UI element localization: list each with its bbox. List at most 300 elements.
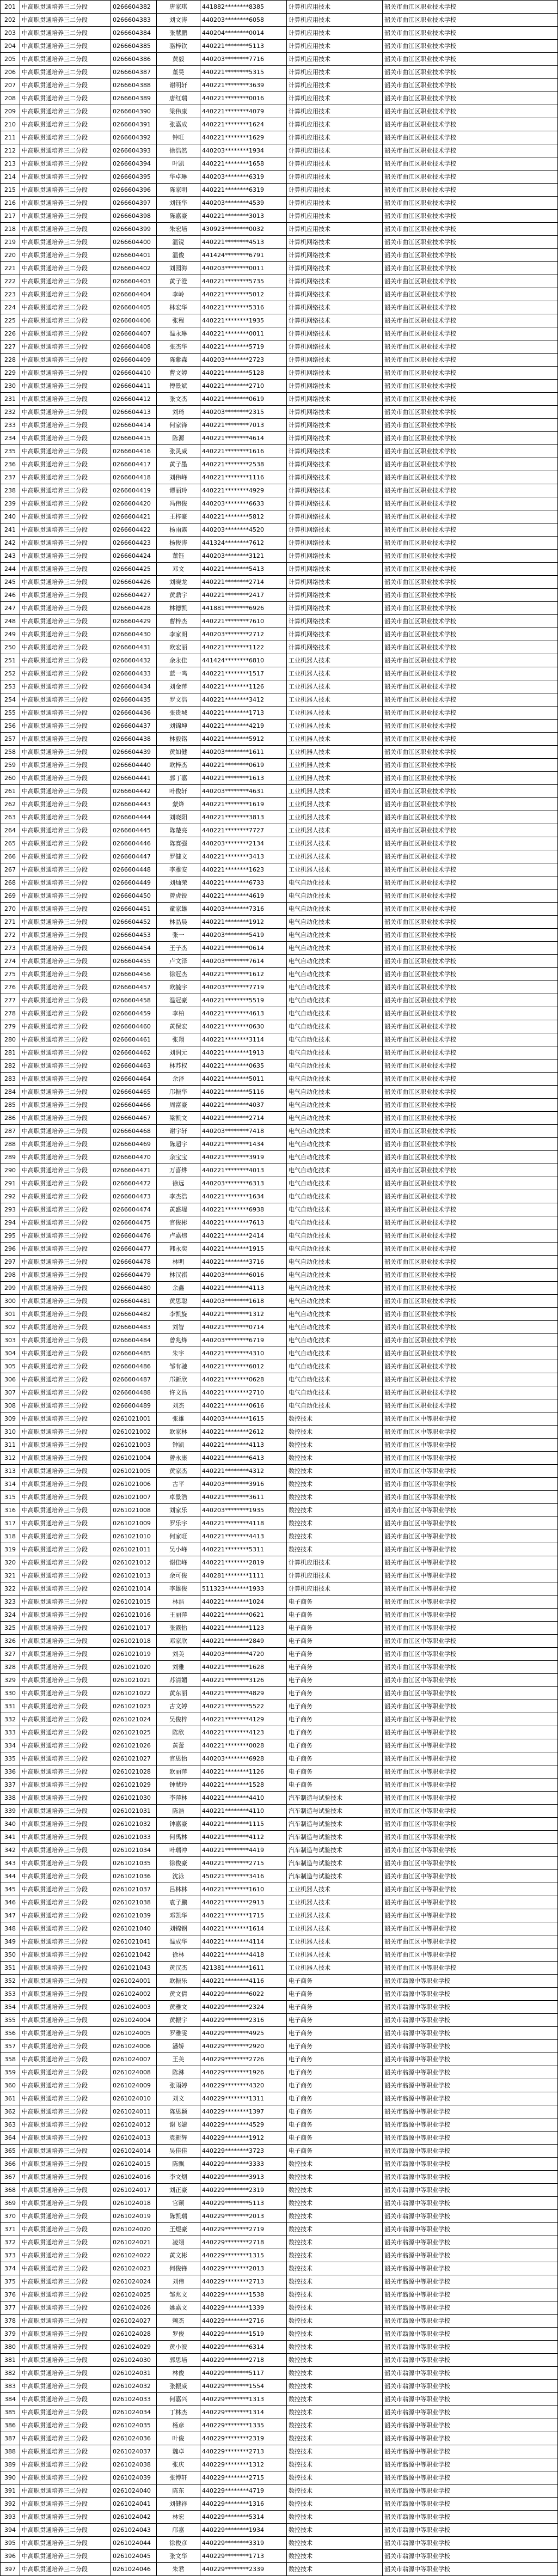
major-cell: 数控技术 bbox=[287, 2484, 383, 2498]
student-name-cell: 徐冠杰 bbox=[157, 968, 200, 981]
school-cell: 韶关市曲江区职业技术学校 bbox=[383, 223, 558, 236]
major-cell: 数控技术 bbox=[287, 2537, 383, 2550]
exam-id-cell: 0266604456 bbox=[111, 968, 157, 981]
group-cell: 中高职贯通培养三二分段 bbox=[20, 1033, 111, 1046]
student-name-cell: 张杰华 bbox=[157, 340, 200, 354]
exam-id-cell: 0261024015 bbox=[111, 2158, 157, 2171]
exam-id-cell: 0261024031 bbox=[111, 2367, 157, 2380]
id-card-cell: 440229********1313 bbox=[200, 2393, 287, 2406]
id-card-cell: 440221********5519 bbox=[200, 994, 287, 1007]
id-card-cell: 440203********2134 bbox=[200, 837, 287, 850]
major-cell: 电气自动化技术 bbox=[287, 890, 383, 903]
exam-id-cell: 0261021001 bbox=[111, 1412, 157, 1426]
seq-cell: 352 bbox=[1, 1975, 20, 1988]
group-cell: 中高职贯通培养三二分段 bbox=[20, 79, 111, 92]
id-card-cell: 440203********6016 bbox=[200, 1269, 287, 1282]
school-cell: 韶关市曲江区中等职业学校 bbox=[383, 1909, 558, 1922]
exam-id-cell: 0261024021 bbox=[111, 2236, 157, 2249]
major-cell: 数控技术 bbox=[287, 2354, 383, 2367]
student-name-cell: 刘家乐 bbox=[157, 1504, 200, 1517]
exam-id-cell: 0261024033 bbox=[111, 2393, 157, 2406]
table-row bbox=[1, 2262, 558, 2275]
id-card-cell: 440221********5113 bbox=[200, 40, 287, 53]
exam-id-cell: 0261024026 bbox=[111, 2301, 157, 2315]
table-row bbox=[1, 1792, 558, 1805]
student-name-cell: 刘锦坤 bbox=[157, 720, 200, 733]
table-row bbox=[1, 1805, 558, 1818]
id-card-cell: 440203********6633 bbox=[200, 497, 287, 510]
school-cell: 韶关市翁源中等职业学校 bbox=[383, 2223, 558, 2236]
seq-cell: 254 bbox=[1, 693, 20, 707]
student-name-cell: 张灵威 bbox=[157, 445, 200, 458]
student-name-cell: 陈东 bbox=[157, 2484, 200, 2498]
seq-cell: 309 bbox=[1, 1412, 20, 1426]
student-name-cell: 袁新辉 bbox=[157, 2132, 200, 2145]
major-cell: 计算机应用技术 bbox=[287, 1569, 383, 1582]
table-row bbox=[1, 550, 558, 563]
table-row bbox=[1, 994, 558, 1007]
student-name-cell: 罗乐宇 bbox=[157, 1517, 200, 1530]
exam-id-cell: 0261024019 bbox=[111, 2210, 157, 2223]
table-row bbox=[1, 1164, 558, 1177]
student-name-cell: 陈思颖 bbox=[157, 2105, 200, 2118]
group-cell: 中高职贯通培养三二分段 bbox=[20, 1373, 111, 1386]
id-card-cell: 440221********7727 bbox=[200, 824, 287, 837]
major-cell: 数控技术 bbox=[287, 2184, 383, 2197]
group-cell: 中高职贯通培养三二分段 bbox=[20, 210, 111, 223]
school-cell: 韶关市曲江区职业技术学校 bbox=[383, 1269, 558, 1282]
table-row bbox=[1, 497, 558, 510]
seq-cell: 215 bbox=[1, 184, 20, 197]
group-cell: 中高职贯通培养三二分段 bbox=[20, 1530, 111, 1543]
student-name-cell: 钟慧玲 bbox=[157, 1779, 200, 1792]
id-card-cell: 440221********3413 bbox=[200, 850, 287, 863]
school-cell: 韶关市翁源中等职业学校 bbox=[383, 2197, 558, 2210]
group-cell: 中高职贯通培养三二分段 bbox=[20, 955, 111, 968]
group-cell: 中高职贯通培养三二分段 bbox=[20, 2158, 111, 2171]
major-cell: 计算机网络技术 bbox=[287, 419, 383, 432]
group-cell: 中高职贯通培养三二分段 bbox=[20, 2328, 111, 2341]
table-row bbox=[1, 1595, 558, 1609]
major-cell: 数控技术 bbox=[287, 2158, 383, 2171]
table-row bbox=[1, 1909, 558, 1922]
major-cell: 计算机网络技术 bbox=[287, 327, 383, 340]
id-card-cell: 440221********1312 bbox=[200, 1308, 287, 1321]
id-card-cell: 440221********7013 bbox=[200, 419, 287, 432]
student-name-cell: 陈超宇 bbox=[157, 1138, 200, 1151]
exam-id-cell: 0266604425 bbox=[111, 563, 157, 576]
school-cell: 韶关市曲江区职业技术学校 bbox=[383, 419, 558, 432]
school-cell: 韶关市翁源中等职业学校 bbox=[383, 2498, 558, 2511]
school-cell: 韶关市曲江区职业技术学校 bbox=[383, 510, 558, 523]
group-cell: 中高职贯通培养三二分段 bbox=[20, 1948, 111, 1962]
exam-id-cell: 0266604435 bbox=[111, 693, 157, 707]
major-cell: 计算机网络技术 bbox=[287, 602, 383, 615]
major-cell: 数控技术 bbox=[287, 1426, 383, 1439]
id-card-cell: 440203********4631 bbox=[200, 785, 287, 798]
exam-id-cell: 0266604454 bbox=[111, 942, 157, 955]
seq-cell: 303 bbox=[1, 1334, 20, 1347]
student-name-cell: 温成华 bbox=[157, 1935, 200, 1948]
exam-id-cell: 0266604415 bbox=[111, 432, 157, 445]
school-cell: 韶关市翁源中等职业学校 bbox=[383, 2288, 558, 2301]
exam-id-cell: 0266604458 bbox=[111, 994, 157, 1007]
exam-id-cell: 0266604430 bbox=[111, 628, 157, 641]
table-row bbox=[1, 2053, 558, 2066]
seq-cell: 373 bbox=[1, 2249, 20, 2262]
school-cell: 韶关市曲江区中等职业学校 bbox=[383, 1739, 558, 1752]
table-row bbox=[1, 1439, 558, 1452]
seq-cell: 357 bbox=[1, 2040, 20, 2053]
school-cell: 韶关市翁源中等职业学校 bbox=[383, 1975, 558, 1988]
school-cell: 韶关市曲江区职业技术学校 bbox=[383, 693, 558, 707]
table-row bbox=[1, 1543, 558, 1556]
exam-id-cell: 0266604470 bbox=[111, 1151, 157, 1164]
id-card-cell: 440229********2013 bbox=[200, 2210, 287, 2223]
group-cell: 中高职贯通培养三二分段 bbox=[20, 576, 111, 589]
exam-id-cell: 0266604482 bbox=[111, 1308, 157, 1321]
student-name-cell: 邓家欣 bbox=[157, 1635, 200, 1648]
id-card-cell: 440203********3121 bbox=[200, 550, 287, 563]
student-name-cell: 姚嘉文 bbox=[157, 2301, 200, 2315]
school-cell: 韶关市翁源中等职业学校 bbox=[383, 2092, 558, 2105]
group-cell: 中高职贯通培养三二分段 bbox=[20, 1726, 111, 1739]
major-cell: 数控技术 bbox=[287, 1491, 383, 1504]
id-card-cell: 440221********5719 bbox=[200, 340, 287, 354]
student-name-cell: 刘灿荣 bbox=[157, 876, 200, 890]
school-cell: 韶关市曲江区职业技术学校 bbox=[383, 1007, 558, 1020]
seq-cell: 305 bbox=[1, 1360, 20, 1373]
table-row bbox=[1, 367, 558, 380]
student-name-cell: 刘金萍 bbox=[157, 680, 200, 693]
table-row bbox=[1, 916, 558, 929]
id-card-cell: 440221********1614 bbox=[200, 1922, 287, 1935]
exam-id-cell: 0266604445 bbox=[111, 824, 157, 837]
group-cell: 中高职贯通培养三二分段 bbox=[20, 550, 111, 563]
table-row bbox=[1, 1073, 558, 1086]
exam-id-cell: 0261021008 bbox=[111, 1504, 157, 1517]
table-row bbox=[1, 1386, 558, 1399]
group-cell: 中高职贯通培养三二分段 bbox=[20, 2471, 111, 2484]
table-row bbox=[1, 432, 558, 445]
student-name-cell: 谢飞婕 bbox=[157, 2118, 200, 2132]
student-name-cell: 官颖 bbox=[157, 2197, 200, 2210]
seq-cell: 204 bbox=[1, 40, 20, 53]
exam-id-cell: 0266604471 bbox=[111, 1164, 157, 1177]
table-row bbox=[1, 66, 558, 79]
seq-cell: 375 bbox=[1, 2275, 20, 2288]
student-name-cell: 欧毓宇 bbox=[157, 981, 200, 994]
exam-id-cell: 0261024003 bbox=[111, 2001, 157, 2014]
table-row bbox=[1, 354, 558, 367]
school-cell: 韶关市翁源中等职业学校 bbox=[383, 2406, 558, 2419]
exam-id-cell: 0261021042 bbox=[111, 1948, 157, 1962]
major-cell: 电子商务 bbox=[287, 2145, 383, 2158]
id-card-cell: 440229********1713 bbox=[200, 2550, 287, 2563]
group-cell: 中高职贯通培养三二分段 bbox=[20, 2001, 111, 2014]
seq-cell: 315 bbox=[1, 1491, 20, 1504]
school-cell: 韶关市翁源中等职业学校 bbox=[383, 2484, 558, 2498]
table-row bbox=[1, 1190, 558, 1203]
id-card-cell: 440221********3412 bbox=[200, 693, 287, 707]
seq-cell: 291 bbox=[1, 1177, 20, 1190]
id-card-cell: 440221********1623 bbox=[200, 863, 287, 876]
exam-id-cell: 0266604391 bbox=[111, 118, 157, 131]
id-card-cell: 440221********4410 bbox=[200, 1792, 287, 1805]
seq-cell: 296 bbox=[1, 1243, 20, 1256]
school-cell: 韶关市曲江区中等职业学校 bbox=[383, 1595, 558, 1609]
group-cell: 中高职贯通培养三二分段 bbox=[20, 1138, 111, 1151]
exam-id-cell: 0266604417 bbox=[111, 458, 157, 471]
student-name-cell: 吴俊梓 bbox=[157, 1713, 200, 1726]
school-cell: 韶关市翁源中等职业学校 bbox=[383, 2537, 558, 2550]
group-cell: 中高职贯通培养三二分段 bbox=[20, 1739, 111, 1752]
school-cell: 韶关市曲江区职业技术学校 bbox=[383, 170, 558, 184]
major-cell: 计算机网络技术 bbox=[287, 288, 383, 301]
student-name-cell: 朱君 bbox=[157, 2563, 200, 2576]
group-cell: 中高职贯通培养三二分段 bbox=[20, 1086, 111, 1099]
exam-id-cell: 0261024032 bbox=[111, 2380, 157, 2393]
table-row bbox=[1, 1020, 558, 1033]
table-row bbox=[1, 733, 558, 746]
student-name-cell: 罗雅雯 bbox=[157, 2027, 200, 2040]
id-card-cell: 440221********4013 bbox=[200, 1164, 287, 1177]
school-cell: 韶关市曲江区中等职业学校 bbox=[383, 1674, 558, 1687]
seq-cell: 394 bbox=[1, 2524, 20, 2537]
id-card-cell: 440221********0714 bbox=[200, 1321, 287, 1334]
student-name-cell: 温俊 bbox=[157, 249, 200, 262]
seq-cell: 272 bbox=[1, 929, 20, 942]
group-cell: 中高职贯通培养三二分段 bbox=[20, 1125, 111, 1138]
student-name-cell: 官俊彬 bbox=[157, 1216, 200, 1229]
id-card-cell: 440229********1538 bbox=[200, 2288, 287, 2301]
student-name-cell: 陈源 bbox=[157, 432, 200, 445]
seq-cell: 206 bbox=[1, 66, 20, 79]
exam-id-cell: 0261021014 bbox=[111, 1582, 157, 1595]
school-cell: 韶关市曲江区职业技术学校 bbox=[383, 327, 558, 340]
exam-id-cell: 0266604382 bbox=[111, 1, 157, 14]
exam-id-cell: 0266604472 bbox=[111, 1177, 157, 1190]
student-name-cell: 黄东丽 bbox=[157, 1687, 200, 1700]
group-cell: 中高职贯通培养三二分段 bbox=[20, 1256, 111, 1269]
school-cell: 韶关市翁源中等职业学校 bbox=[383, 2511, 558, 2524]
table-row bbox=[1, 2132, 558, 2145]
table-row bbox=[1, 746, 558, 759]
group-cell: 中高职贯通培养三二分段 bbox=[20, 1857, 111, 1870]
seq-cell: 218 bbox=[1, 223, 20, 236]
seq-cell: 339 bbox=[1, 1805, 20, 1818]
major-cell: 工业机器人技术 bbox=[287, 863, 383, 876]
seq-cell: 230 bbox=[1, 380, 20, 393]
seq-cell: 392 bbox=[1, 2498, 20, 2511]
school-cell: 韶关市曲江区职业技术学校 bbox=[383, 1399, 558, 1412]
major-cell: 汽车制造与试验技术 bbox=[287, 1792, 383, 1805]
id-card-cell: 440221********1528 bbox=[200, 1779, 287, 1792]
id-card-cell: 440221********4114 bbox=[200, 1935, 287, 1948]
major-cell: 计算机应用技术 bbox=[287, 40, 383, 53]
school-cell: 韶关市曲江区职业技术学校 bbox=[383, 1164, 558, 1177]
id-card-cell: 430923********0032 bbox=[200, 223, 287, 236]
id-card-cell: 440221********3919 bbox=[200, 1151, 287, 1164]
student-name-cell: 邓凯华 bbox=[157, 1909, 200, 1922]
group-cell: 中高职贯通培养三二分段 bbox=[20, 2262, 111, 2275]
table-row bbox=[1, 1491, 558, 1504]
table-row bbox=[1, 275, 558, 288]
table-row bbox=[1, 903, 558, 916]
id-card-cell: 440221********0621 bbox=[200, 1609, 287, 1622]
exam-id-cell: 0266604410 bbox=[111, 367, 157, 380]
exam-id-cell: 0261021017 bbox=[111, 1622, 157, 1635]
major-cell: 工业机器人技术 bbox=[287, 850, 383, 863]
major-cell: 电子商务 bbox=[287, 2027, 383, 2040]
id-card-cell: 440229********4529 bbox=[200, 2118, 287, 2132]
seq-cell: 390 bbox=[1, 2471, 20, 2484]
group-cell: 中高职贯通培养三二分段 bbox=[20, 1347, 111, 1360]
group-cell: 中高职贯通培养三二分段 bbox=[20, 27, 111, 40]
id-card-cell: 440221********2715 bbox=[200, 1857, 287, 1870]
major-cell: 数控技术 bbox=[287, 1412, 383, 1426]
seq-cell: 329 bbox=[1, 1674, 20, 1687]
school-cell: 韶关市曲江区职业技术学校 bbox=[383, 197, 558, 210]
seq-cell: 261 bbox=[1, 785, 20, 798]
group-cell: 中高职贯通培养三二分段 bbox=[20, 354, 111, 367]
school-cell: 韶关市曲江区中等职业学校 bbox=[383, 1870, 558, 1883]
school-cell: 韶关市曲江区职业技术学校 bbox=[383, 1243, 558, 1256]
school-cell: 韶关市曲江区职业技术学校 bbox=[383, 1073, 558, 1086]
major-cell: 工业机器人技术 bbox=[287, 1922, 383, 1935]
exam-id-cell: 0261021019 bbox=[111, 1648, 157, 1661]
major-cell: 电气自动化技术 bbox=[287, 1308, 383, 1321]
table-row bbox=[1, 2118, 558, 2132]
id-card-cell: 440203********6719 bbox=[200, 1334, 287, 1347]
seq-cell: 224 bbox=[1, 301, 20, 314]
exam-id-cell: 0266604393 bbox=[111, 144, 157, 157]
exam-id-cell: 0261024018 bbox=[111, 2197, 157, 2210]
seq-cell: 380 bbox=[1, 2341, 20, 2354]
group-cell: 中高职贯通培养三二分段 bbox=[20, 2367, 111, 2380]
major-cell: 数控技术 bbox=[287, 2432, 383, 2445]
table-row bbox=[1, 876, 558, 890]
id-card-cell: 440221********6012 bbox=[200, 1360, 287, 1373]
seq-cell: 372 bbox=[1, 2236, 20, 2249]
seq-cell: 334 bbox=[1, 1739, 20, 1752]
student-name-cell: 李柏 bbox=[157, 1007, 200, 1020]
group-cell: 中高职贯通培养三二分段 bbox=[20, 850, 111, 863]
major-cell: 数控技术 bbox=[287, 2223, 383, 2236]
exam-id-cell: 0261021043 bbox=[111, 1962, 157, 1975]
school-cell: 韶关市翁源中等职业学校 bbox=[383, 2471, 558, 2484]
seq-cell: 344 bbox=[1, 1870, 20, 1883]
student-name-cell: 曾兆烽 bbox=[157, 1334, 200, 1347]
major-cell: 电气自动化技术 bbox=[287, 1190, 383, 1203]
id-card-cell: 440229********4925 bbox=[200, 2027, 287, 2040]
major-cell: 计算机网络技术 bbox=[287, 563, 383, 576]
table-row bbox=[1, 1399, 558, 1412]
group-cell: 中高职贯通培养三二分段 bbox=[20, 693, 111, 707]
school-cell: 韶关市曲江区中等职业学校 bbox=[383, 1622, 558, 1635]
school-cell: 韶关市翁源中等职业学校 bbox=[383, 2315, 558, 2328]
school-cell: 韶关市翁源中等职业学校 bbox=[383, 2014, 558, 2027]
student-name-cell: 张振威 bbox=[157, 2380, 200, 2393]
exam-id-cell: 0266604473 bbox=[111, 1190, 157, 1203]
id-card-cell: 440221********4219 bbox=[200, 720, 287, 733]
group-cell: 中高职贯通培养三二分段 bbox=[20, 1177, 111, 1190]
table-row bbox=[1, 2014, 558, 2027]
school-cell: 韶关市翁源中等职业学校 bbox=[383, 2210, 558, 2223]
exam-id-cell: 0261024006 bbox=[111, 2040, 157, 2053]
group-cell: 中高职贯通培养三二分段 bbox=[20, 667, 111, 680]
id-card-cell: 440203********6319 bbox=[200, 170, 287, 184]
id-card-cell: 440221********4312 bbox=[200, 1465, 287, 1478]
table-row bbox=[1, 1752, 558, 1765]
exam-id-cell: 0266604442 bbox=[111, 785, 157, 798]
exam-id-cell: 0261021022 bbox=[111, 1687, 157, 1700]
major-cell: 计算机网络技术 bbox=[287, 340, 383, 354]
major-cell: 电气自动化技术 bbox=[287, 1046, 383, 1059]
id-card-cell: 440221********4037 bbox=[200, 1099, 287, 1112]
student-name-cell: 李家朗 bbox=[157, 628, 200, 641]
exam-id-cell: 0266604483 bbox=[111, 1321, 157, 1334]
student-name-cell: 邓文 bbox=[157, 563, 200, 576]
school-cell: 韶关市翁源中等职业学校 bbox=[383, 2079, 558, 2092]
major-cell: 工业机器人技术 bbox=[287, 1948, 383, 1962]
id-card-cell: 440221********1935 bbox=[200, 314, 287, 327]
group-cell: 中高职贯通培养三二分段 bbox=[20, 1112, 111, 1125]
id-card-cell: 440221********5315 bbox=[200, 66, 287, 79]
group-cell: 中高职贯通培养三二分段 bbox=[20, 2092, 111, 2105]
id-card-cell: 440221********4619 bbox=[200, 890, 287, 903]
student-name-cell: 徐林 bbox=[157, 1948, 200, 1962]
student-name-cell: 邝新欣 bbox=[157, 1373, 200, 1386]
seq-cell: 277 bbox=[1, 994, 20, 1007]
id-card-cell: 511323********1933 bbox=[200, 1582, 287, 1595]
major-cell: 计算机网络技术 bbox=[287, 641, 383, 654]
group-cell: 中高职贯通培养三二分段 bbox=[20, 327, 111, 340]
group-cell: 中高职贯通培养三二分段 bbox=[20, 432, 111, 445]
student-name-cell: 徐俊彦 bbox=[157, 2537, 200, 2550]
student-name-cell: 邹兆文 bbox=[157, 2288, 200, 2301]
exam-id-cell: 0261024001 bbox=[111, 1975, 157, 1988]
table-row bbox=[1, 2367, 558, 2380]
group-cell: 中高职贯通培养三二分段 bbox=[20, 484, 111, 497]
student-name-cell: 林俊 bbox=[157, 2367, 200, 2380]
id-card-cell: 440221********2913 bbox=[200, 1896, 287, 1909]
school-cell: 韶关市曲江区中等职业学校 bbox=[383, 1412, 558, 1426]
id-card-cell: 440221********2710 bbox=[200, 1386, 287, 1399]
exam-id-cell: 0266604481 bbox=[111, 1295, 157, 1308]
major-cell: 电气自动化技术 bbox=[287, 1360, 383, 1373]
exam-id-cell: 0261021030 bbox=[111, 1792, 157, 1805]
exam-id-cell: 0266604479 bbox=[111, 1269, 157, 1282]
id-card-cell: 441424********6810 bbox=[200, 654, 287, 667]
student-name-cell: 欧宏丽 bbox=[157, 641, 200, 654]
school-cell: 韶关市曲江区职业技术学校 bbox=[383, 236, 558, 249]
seq-cell: 213 bbox=[1, 157, 20, 170]
student-name-cell: 吴佳佳 bbox=[157, 2145, 200, 2158]
id-card-cell: 440221********3013 bbox=[200, 210, 287, 223]
table-row bbox=[1, 1086, 558, 1099]
group-cell: 中高职贯通培养三二分段 bbox=[20, 53, 111, 66]
seq-cell: 363 bbox=[1, 2118, 20, 2132]
table-row bbox=[1, 1256, 558, 1269]
school-cell: 韶关市曲江区中等职业学校 bbox=[383, 1582, 558, 1595]
exam-id-cell: 0266604444 bbox=[111, 811, 157, 824]
seq-cell: 265 bbox=[1, 837, 20, 850]
exam-id-cell: 0261024004 bbox=[111, 2014, 157, 2027]
table-row bbox=[1, 1033, 558, 1046]
exam-id-cell: 0266604402 bbox=[111, 262, 157, 275]
student-name-cell: 张翔 bbox=[157, 1033, 200, 1046]
